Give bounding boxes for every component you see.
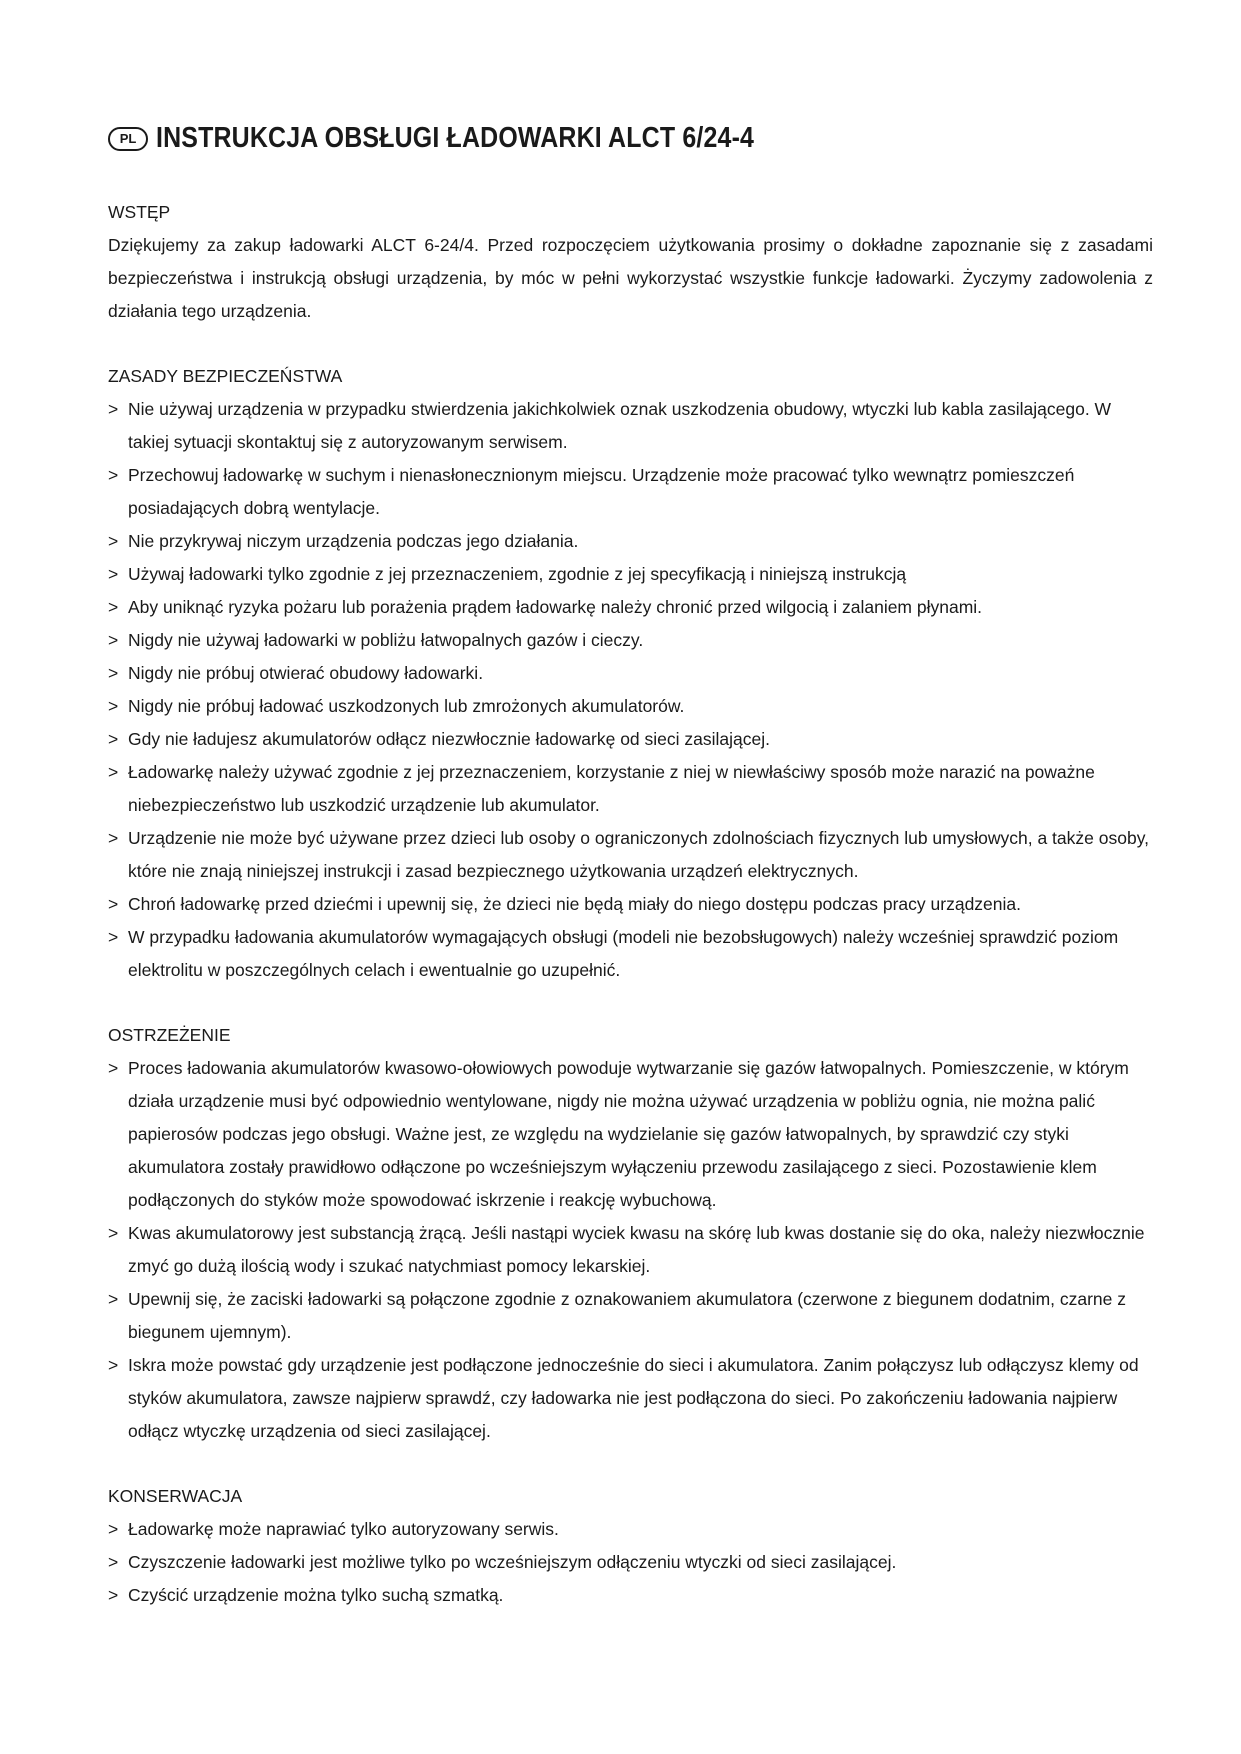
list-item: [108, 393, 1153, 459]
list-item-text: Nigdy nie próbuj otwierać obudowy ładowarki.: [128, 663, 484, 683]
warning-list: [108, 1052, 1153, 1448]
title-row: [108, 122, 851, 155]
intro-section: [108, 196, 1153, 328]
bullet-marker: >: [108, 1355, 119, 1375]
safety-list: [108, 393, 1153, 987]
list-item: [108, 921, 1153, 987]
list-item-text: Aby uniknąć ryzyka pożaru lub porażenia prądem ładowarkę należy chronić przed wilgocią i zalaniem płynami.: [128, 597, 983, 617]
list-item-text: Gdy nie ładujesz akumulatorów odłącz niezwłocznie ładowarkę od sieci zasilającej.: [128, 729, 770, 749]
list-item: [108, 1217, 1153, 1283]
maintenance-heading: KONSERWACJA: [108, 1486, 243, 1506]
bullet-marker: >: [108, 465, 119, 485]
language-badge: PL: [108, 127, 148, 151]
bullet-marker: >: [108, 1552, 119, 1572]
list-item-text: Nigdy nie próbuj ładować uszkodzonych lub zmrożonych akumulatorów.: [128, 696, 685, 716]
bullet-marker: >: [108, 828, 119, 848]
list-item-text: Proces ładowania akumulatorów kwasowo-ołowiowych powoduje wytwarzanie się gazów łatwopalnych. Pomieszczenie, w którym działa urządzenie musi być odpowiednio wentylowane, nigdy nie można używać urządzenia w pobliżu ognia, nie można palić papierosów podczas jego obsługi. Ważne jest, ze względu na wydzielanie się gazów łatwopalnych, by sprawdzić czy styki akumulatora zostały prawidłowo odłączone po wcześniejszym wyłączeniu przewodu zasilającego z sieci. Pozostawienie klem podłączonych do styków może spowodować iskrzenie i reakcję wybuchową.: [128, 1058, 1129, 1210]
list-item: [108, 591, 1153, 624]
list-item: [108, 888, 1153, 921]
list-item: [108, 723, 1153, 756]
bullet-marker: >: [108, 762, 119, 782]
intro-heading: WSTĘP: [108, 202, 171, 222]
list-item: [108, 822, 1153, 888]
bullet-marker: >: [108, 696, 119, 716]
bullet-marker: >: [108, 564, 119, 584]
list-item: [108, 657, 1153, 690]
warning-heading: OSTRZEŻENIE: [108, 1025, 231, 1045]
list-item: [108, 558, 1153, 591]
list-item-text: Nigdy nie używaj ładowarki w pobliżu łatwopalnych gazów i cieczy.: [128, 630, 644, 650]
bullet-marker: >: [108, 663, 119, 683]
bullet-marker: >: [108, 399, 119, 419]
list-item-text: Nie używaj urządzenia w przypadku stwierdzenia jakichkolwiek oznak uszkodzenia obudowy, wtyczki lub kabla zasilającego. W takiej sytuacji skontaktuj się z autoryzowanym serwisem.: [128, 399, 1112, 452]
list-item-text: Upewnij się, że zaciski ładowarki są połączone zgodnie z oznakowaniem akumulatora (czerwone z biegunem dodatnim, czarne z biegunem ujemnym).: [128, 1289, 1127, 1342]
document-body: [108, 196, 1153, 1644]
maintenance-list: [108, 1513, 1153, 1612]
bullet-marker: >: [108, 1058, 119, 1078]
list-item-text: Urządzenie nie może być używane przez dzieci lub osoby o ograniczonych zdolnościach fizycznych lub umysłowych, a także osoby, które nie znają niniejszej instrukcji i zasad bezpiecznego użytkowania urządzeń elektrycznych.: [128, 828, 1150, 881]
bullet-marker: >: [108, 1289, 119, 1309]
list-item: [108, 1283, 1153, 1349]
bullet-marker: >: [108, 1585, 119, 1605]
list-item-text: Przechowuj ładowarkę w suchym i nienasłonecznionym miejscu. Urządzenie może pracować tylko wewnątrz pomieszczeń posiadających dobrą wentylacje.: [128, 465, 1075, 518]
list-item-text: Czyścić urządzenie można tylko suchą szmatką.: [128, 1585, 504, 1605]
maintenance-section: [108, 1480, 1153, 1612]
bullet-marker: >: [108, 894, 119, 914]
list-item-text: Nie przykrywaj niczym urządzenia podczas jego działania.: [128, 531, 579, 551]
list-item: [108, 1052, 1153, 1217]
list-item-text: Ładowarkę należy używać zgodnie z jej przeznaczeniem, korzystanie z niej w niewłaściwy sposób może narazić na poważne niebezpieczeństwo lub uszkodzić urządzenie lub akumulator.: [128, 762, 1095, 815]
list-item: [108, 624, 1153, 657]
list-item: [108, 525, 1153, 558]
safety-section: [108, 360, 1153, 987]
list-item-text: Chroń ładowarkę przed dziećmi i upewnij się, że dzieci nie będą miały do niego dostępu podczas pracy urządzenia.: [128, 894, 1021, 914]
list-item-text: Czyszczenie ładowarki jest możliwe tylko po wcześniejszym odłączeniu wtyczki od sieci zasilającej.: [128, 1552, 897, 1572]
list-item: [108, 1349, 1153, 1448]
list-item-text: W przypadku ładowania akumulatorów wymagających obsługi (modeli nie bezobsługowych) należy wcześniej sprawdzić poziom elektrolitu w poszczególnych celach i ewentualnie go uzupełnić.: [128, 927, 1119, 980]
list-item: [108, 756, 1153, 822]
list-item: [108, 1579, 1153, 1612]
bullet-marker: >: [108, 729, 119, 749]
list-item: [108, 690, 1153, 723]
bullet-marker: >: [108, 1223, 119, 1243]
list-item: [108, 1546, 1153, 1579]
bullet-marker: >: [108, 1519, 119, 1539]
intro-text: Dziękujemy za zakup ładowarki ALCT 6-24/4. Przed rozpoczęciem użytkowania prosimy o dokładne zapoznanie się z zasadami bezpieczeństwa i instrukcją obsługi urządzenia, by móc w pełni wykorzystać wszystkie funkcje ładowarki. Życzymy zadowolenia z działania tego urządzenia.: [108, 235, 1153, 321]
list-item-text: Ładowarkę może naprawiać tylko autoryzowany serwis.: [128, 1519, 559, 1539]
list-item: [108, 1513, 1153, 1546]
bullet-marker: >: [108, 597, 119, 617]
list-item-text: Kwas akumulatorowy jest substancją żrącą. Jeśli nastąpi wyciek kwasu na skórę lub kwas dostanie się do oka, należy niezwłocznie zmyć go dużą ilością wody i szukać natychmiast pomocy lekarskiej.: [128, 1223, 1145, 1276]
warning-section: [108, 1019, 1153, 1448]
document-title: INSTRUKCJA OBSŁUGI ŁADOWARKI ALCT 6/24-4: [156, 122, 755, 154]
safety-heading: ZASADY BEZPIECZEŃSTWA: [108, 366, 343, 386]
bullet-marker: >: [108, 531, 119, 551]
bullet-marker: >: [108, 630, 119, 650]
bullet-marker: >: [108, 927, 119, 947]
list-item: [108, 459, 1153, 525]
list-item-text: Iskra może powstać gdy urządzenie jest podłączone jednocześnie do sieci i akumulatora. Zanim połączysz lub odłączysz klemy od styków akumulatora, zawsze najpierw sprawdź, czy ładowarka nie jest podłączona do sieci. Po zakończeniu ładowania najpierw odłącz wtyczkę urządzenia od sieci zasilającej.: [128, 1355, 1139, 1441]
list-item-text: Używaj ładowarki tylko zgodnie z jej przeznaczeniem, zgodnie z jej specyfikacją i niniejszą instrukcją: [128, 564, 907, 584]
